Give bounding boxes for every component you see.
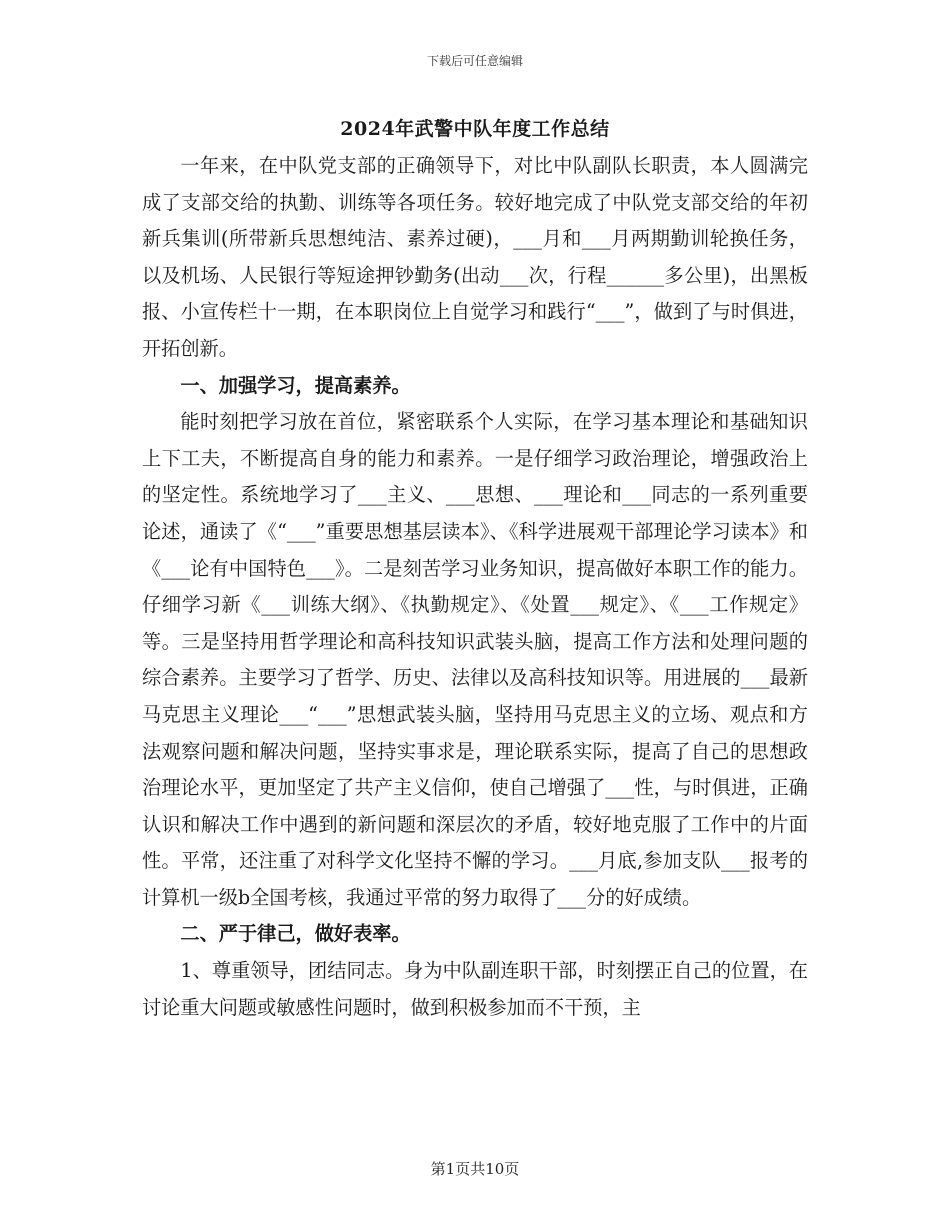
page-footer: 第1页共10页 xyxy=(430,1160,520,1178)
paragraph-intro: 一年来，在中队党支部的正确领导下，对比中队副队长职责，本人圆满完成了支部交给的执勤、训练等各项任务。较好地完成了中队党支部交给的年初新兵集训(所带新兵思想纯洁、素养过硬)，___月和___月两期勤训轮换任务，以及机场、人民银行等短途押钞勤务(出动___次，行程______多公里)，出黑板报、小宣传栏十一期，在本职岗位上自觉学习和践行“___”，做到了与时俱进，开拓创新。 xyxy=(142,154,808,360)
document-title: 2024年武警中队年度工作总结 xyxy=(340,118,610,140)
document-body xyxy=(142,148,808,1026)
paragraph-study: 能时刻把学习放在首位，紧密联系个人实际，在学习基本理论和基础知识上下工夫，不断提高自身的能力和素养。一是仔细学习政治理论，增强政治上的坚定性。系统地学习了___主义、___思想、___理论和___同志的一系列重要论述，通读了《“___”重要思想基层读本》、《科学进展观干部理论学习读本》和《___论有中国特色___》。二是刻苦学习业务知识，提高做好本职工作的能力。仔细学习新《___训练大纲》、《执勤规定》、《处置___规定》、《___工作规定》等。三是坚持用哲学理论和高科技知识武装头脑，提高工作方法和处理问题的综合素养。主要学习了哲学、历史、法律以及高科技知识等。用进展的___最新马克思主义理论___“___”思想武装头脑，坚持用马克思主义的立场、观点和方法观察问题和解决问题，坚持实事求是，理论联系实际，提高了自己的思想政治理论水平，更加坚定了共产主义信仰，使自己增强了___性，与时俱进，正确认识和解决工作中遇到的新问题和深层次的矛盾，较好地克服了工作中的片面性。平常，还注重了对科学文化坚持不懈的学习。___月底,参加支队___报考的计算机一级b全国考核，我通过平常的努力取得了___分的好成绩。 xyxy=(142,410,808,909)
page-header-note: 下载后可任意编辑 xyxy=(426,54,523,68)
section-heading-1: 一、加强学习，提高素养。 xyxy=(180,373,411,397)
section-heading-2: 二、严于律己，做好表率。 xyxy=(180,922,411,946)
paragraph-discipline: 1、尊重领导，团结同志。身为中队副连职干部，时刻摆正自己的位置，在讨论重大问题或敏感性问题时，做到积极参加而不干预，主 xyxy=(142,959,808,1019)
